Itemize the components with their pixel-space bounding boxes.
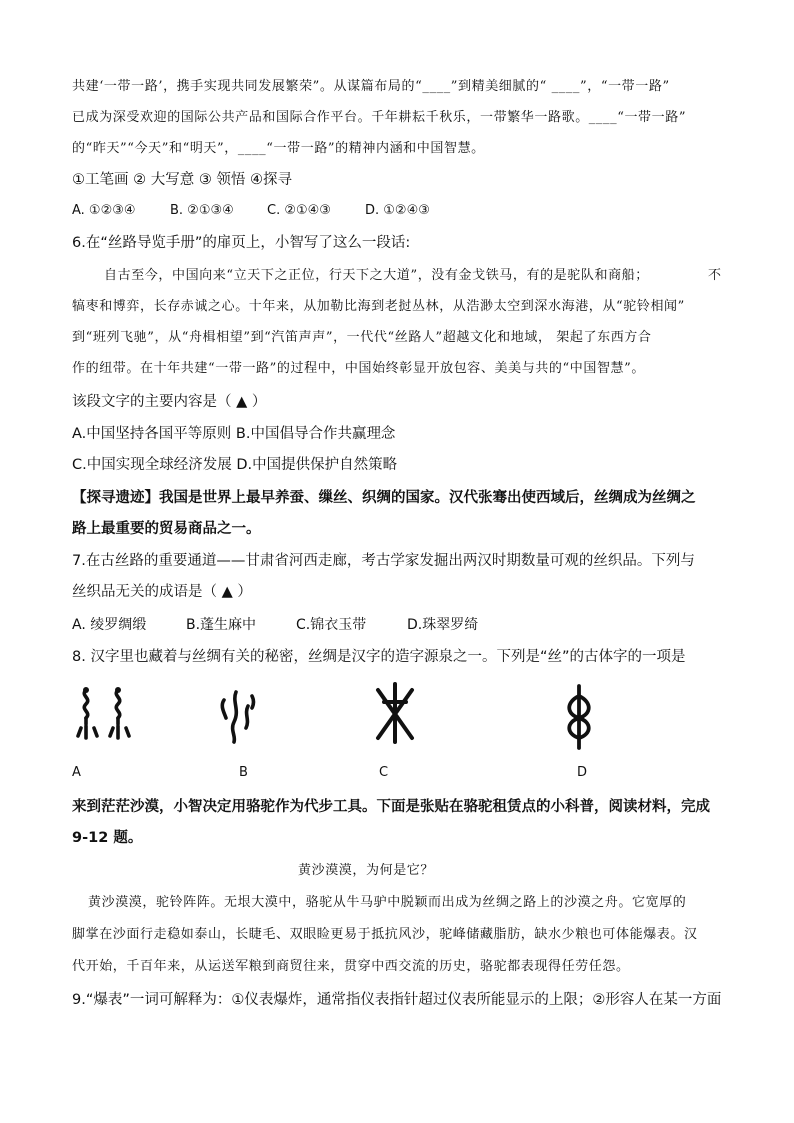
q9-stem: 9.“爆表”一词可解释为：①仪表爆炸，通常指仪表指针超过仪表所能显示的上限；②形容人在某一方面	[72, 992, 722, 1008]
q5-choices: ①工笔画 ② 大写意 ③ 领悟 ④探寻	[72, 172, 293, 188]
glyph-a-icon	[72, 684, 136, 744]
glyph-label-b: B	[239, 765, 248, 780]
glyph-b-icon	[214, 686, 262, 746]
passage-line-2: 已成为深受欢迎的国际公共产品和国际合作平台。千年耕耘千秋乐，一带繁华一路歌。____“一带一路”	[72, 110, 687, 125]
explore-line-1: 【探寻遗迹】我国是世界上最早养蚕、缫丝、织绸的国家。汉代张骞出使西域后，丝绸成为丝绸之	[72, 490, 696, 506]
passage-line-1: 共建‘一带一路’，携手实现共同发展繁荣”。从谋篇布局的“____”到精美细腻的“ ____”，“一带一路”	[72, 79, 670, 94]
article-line-3: 代开始，千百年来，从运送军粮到商贸往来，贯穿中西交流的历史，骆驼都表现得任劳任怨。	[72, 959, 630, 974]
glyph-label-c: C	[379, 765, 389, 780]
q6-passage-line-3: 到“班列飞驰”，从“舟楫相望”到“汽笛声声”，一代代“丝路人”超越文化和地域， 架起了东西方合	[72, 330, 652, 345]
passage-line-3: 的“昨天”“今天”和“明天”，____“一带一路”的精神内涵和中国智慧。	[72, 141, 485, 156]
article-line-1: 黄沙漠漠，驼铃阵阵。无垠大漠中，骆驼从牛马驴中脱颖而出成为丝绸之路上的沙漠之舟。它宽厚的	[88, 895, 687, 910]
q5-option-c: C. ②①④③	[267, 203, 331, 218]
q6-passage-line-2: 犒枣和博弈，长存赤诚之心。十年来，从加勒比海到老挝丛林，从浩渺太空到深水海港，从“驼铃相闻”	[72, 299, 685, 314]
q7-stem-line-1: 7.在古丝路的重要通道——甘肃省河西走廊，考古学家发掘出两汉时期数量可观的丝织品。下列与	[72, 553, 695, 569]
glyph-d-icon	[562, 684, 596, 750]
q7-option-a: A. 绫罗绸缎	[72, 617, 147, 633]
q5-option-a: A. ①②③④	[72, 203, 136, 218]
q7-option-d: D.珠翠罗绮	[407, 617, 479, 633]
q5-option-d: D. ①②④③	[365, 203, 430, 218]
q6-stem: 6.在“丝路导览手册”的扉页上，小智写了这么一段话:	[72, 235, 411, 251]
glyph-c-icon	[370, 680, 420, 746]
glyph-label-a: A	[72, 765, 81, 780]
q6-question: 该段文字的主要内容是（ ▲ ）	[72, 394, 267, 410]
explore-line-2: 路上最重要的贸易商品之一。	[72, 521, 261, 537]
camel-intro-line-2: 9-12 题。	[72, 830, 143, 846]
q6-passage-line-4: 作的纽带。在十年共建“一带一路”的过程中，中国始终彰显开放包容、美美与共的“中国智慧”。	[72, 361, 645, 376]
q7-option-b: B.蓬生麻中	[186, 617, 257, 633]
q5-option-b: B. ②①③④	[170, 203, 234, 218]
q6-options-row-1: A.中国坚持各国平等原则 B.中国倡导合作共赢理念	[72, 426, 396, 442]
q7-option-c: C.锦衣玉带	[296, 617, 367, 633]
q6-options-row-2: C.中国实现全球经济发展 D.中国提供保护自然策略	[72, 457, 398, 473]
camel-intro-line-1: 来到茫茫沙漠，小智决定用骆驼作为代步工具。下面是张贴在骆驼租赁点的小科普，阅读材料，完成	[72, 799, 710, 815]
q8-stem: 8. 汉字里也藏着与丝绸有关的秘密，丝绸是汉字的造字源泉之一。下列是“丝”的古体字的一项是	[72, 649, 686, 665]
article-line-2: 脚掌在沙面行走稳如泰山，长睫毛、双眼睑更易于抵抗风沙，驼峰储藏脂肪，缺水少粮也可体能爆表。汉	[72, 927, 698, 942]
q6-passage-line-1: 自古至今，中国向来“立天下之正位，行天下之大道”，没有金戈铁马，有的是驼队和商船；	[104, 268, 649, 283]
glyph-label-d: D	[577, 765, 588, 780]
q7-stem-line-2: 丝织品无关的成语是（ ▲ ）	[72, 584, 252, 600]
article-title: 黄沙漠漠，为何是它？	[298, 863, 435, 878]
q6-passage-line-1-end: 不	[708, 268, 722, 283]
